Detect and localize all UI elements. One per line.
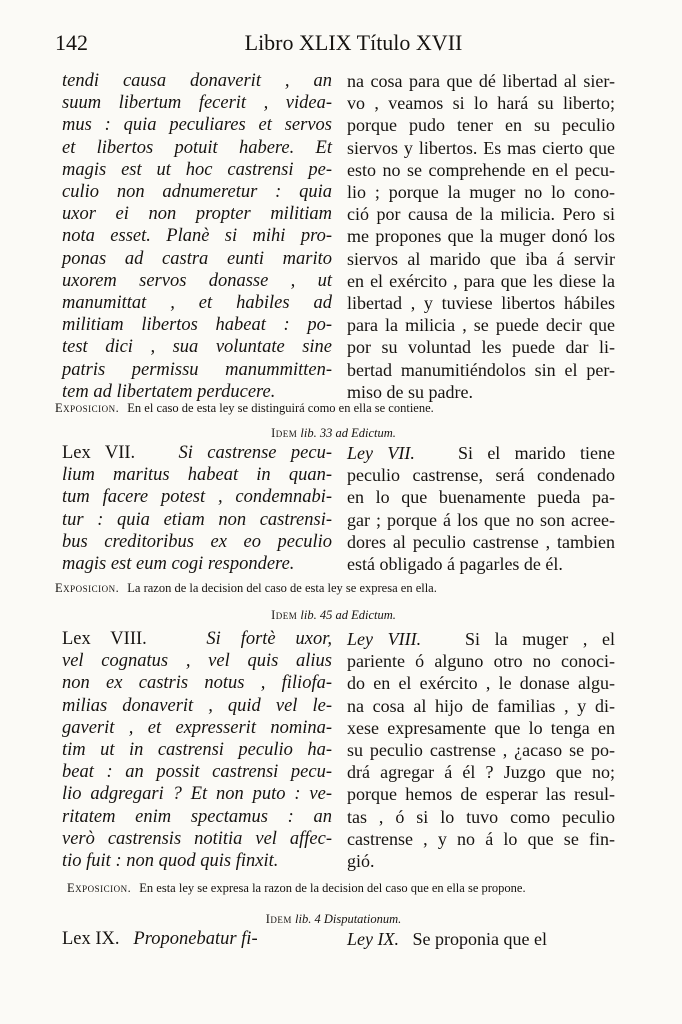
latin-line: ponas ad castra eunti marito — [62, 248, 332, 269]
spanish-line: lio ; porque la muger no lo cono- — [347, 182, 615, 203]
source-work: ad Edictum. — [335, 608, 396, 622]
exposicion-label: Exposicion. — [55, 581, 120, 595]
spanish-line: Si la muger , el — [465, 629, 616, 649]
spanish-line: gar ; porque á los que no son acree- — [347, 509, 615, 530]
latin-column-lex7 — [62, 442, 332, 575]
latin-line: tendi causa donaverit , an — [62, 71, 332, 91]
spanish-line: me propones que la muger donó los — [347, 226, 615, 247]
spanish-line: porque hemos de esperar las resul- — [347, 784, 615, 805]
latin-line: nota esset. Planè si mihi pro- — [62, 226, 332, 247]
spanish-line: castrense , y no á lo que se fin- — [347, 828, 615, 849]
source-citation — [55, 426, 612, 441]
spanish-line: está obligado á pagarles de él. — [347, 554, 563, 575]
spanish-line: para la milicia , se puede decir que — [347, 315, 615, 336]
spanish-line: miso de su padre. — [347, 381, 473, 402]
latin-line: bus creditoribus ex eo peculio — [62, 531, 332, 552]
latin-line: uxorem servos donasse , ut — [62, 270, 332, 291]
spanish-line: na cosa para que dé libertad al sier- — [347, 71, 615, 91]
spanish-line: Si el marido tiene — [457, 443, 615, 463]
ley-heading: Ley VII. — [347, 443, 415, 463]
spanish-line: siervos al marido que iba á servir — [347, 248, 615, 269]
source-ref: lib. 33 — [300, 426, 333, 440]
exposicion-2 — [55, 580, 612, 596]
spanish-column-lex9 — [347, 928, 615, 950]
spanish-line: dores al peculio castrense , tambien — [347, 531, 615, 552]
spanish-line: en lo que buenamente pueda pa- — [347, 487, 615, 508]
spanish-line: tas , ó si lo tuvo como peculio — [347, 806, 615, 827]
spanish-line: xese expresamente que lo tenga en — [347, 717, 615, 738]
latin-line: manumittat , et habiles ad — [62, 293, 332, 314]
spanish-line: gió. — [347, 851, 375, 872]
source-ref: lib. 4 — [295, 912, 321, 926]
lex-heading: Lex VII. — [62, 443, 136, 463]
spanish-line: libertad , y tuviese libertos hábiles — [347, 293, 615, 314]
exposicion-text: La razon de la decision del caso de esta ley se expresa en ella. — [127, 581, 437, 595]
latin-line: mus : quia peculiares et servos — [62, 115, 332, 136]
spanish-line: vo , veamos si lo hará su liberto; — [347, 93, 615, 114]
ley-heading: Ley IX. — [347, 929, 399, 949]
spanish-line: siervos y libertos. Es mas cierto que — [347, 137, 615, 158]
latin-line: tio fuit : non quod quis finxit. — [62, 851, 279, 872]
spanish-column-block1 — [347, 70, 615, 403]
spanish-line: esto no se comprehende en el pecu- — [347, 159, 615, 180]
latin-line: patris permissu manummitten- — [62, 359, 332, 380]
exposicion-text: En el caso de esta ley se distinguirá como en ella se contiene. — [127, 401, 434, 415]
running-title: Libro XLIX Título XVII — [244, 30, 463, 55]
spanish-line: bertad manumitiéndolos sin el per- — [347, 359, 615, 380]
spanish-line: ció por causa de la milicia. Pero si — [347, 204, 615, 225]
exposicion-label: Exposicion. — [67, 881, 132, 895]
spanish-line: Se proponia que el — [412, 929, 547, 949]
lex-heading: Lex IX. — [62, 929, 120, 949]
source-author: Idem — [271, 426, 298, 440]
source-citation — [55, 912, 612, 927]
latin-line: suum libertum fecerit , videa- — [62, 93, 332, 114]
source-author: Idem — [265, 912, 292, 926]
latin-line: Proponebatur fi- — [133, 929, 258, 949]
latin-line: gaverit , et expresserit nomina- — [62, 717, 332, 738]
spanish-line: en el exército , para que les diese la — [347, 270, 615, 291]
latin-line: magis est ut hoc castrensi pe- — [62, 159, 332, 180]
ley-heading: Ley VIII. — [347, 629, 422, 649]
latin-column-lex8 — [62, 628, 332, 872]
page-number: 142 — [55, 30, 88, 55]
latin-line: test dici , sua voluntate sine — [62, 337, 332, 358]
spanish-column-lex8 — [347, 628, 615, 872]
source-work: ad Edictum. — [335, 426, 396, 440]
latin-column-lex9 — [62, 928, 332, 950]
source-work: Disputationum. — [323, 912, 402, 926]
spanish-line: peculio castrense, será condenado — [347, 465, 615, 486]
latin-line: uxor ei non propter militiam — [62, 204, 332, 225]
latin-line: tim ut in castrensi peculio ha- — [62, 740, 332, 761]
exposicion-1 — [55, 400, 612, 416]
latin-line: Si fortè uxor, — [206, 629, 332, 649]
latin-line: lium maritus habeat in quan- — [62, 465, 332, 486]
spanish-line: na cosa al hijo de familias , y di- — [347, 695, 615, 716]
latin-line: tur : quia etiam non castrensi- — [62, 509, 332, 530]
spanish-line: porque pudo tener en su peculio — [347, 115, 615, 136]
source-ref: lib. 45 — [300, 608, 333, 622]
spanish-line: por su voluntad les puede dar li- — [347, 337, 615, 358]
latin-column-block1 — [62, 70, 332, 403]
exposicion-label: Exposicion. — [55, 401, 120, 415]
exposicion-3 — [55, 880, 612, 896]
latin-line: vel cognatus , vel quis alius — [62, 651, 332, 672]
exposicion-text: En esta ley se expresa la razon de la decision del caso que en ella se propone. — [139, 881, 526, 895]
source-citation — [55, 608, 612, 623]
source-author: Idem — [271, 608, 298, 622]
latin-line: verò castrensis notitia vel affec- — [62, 828, 332, 849]
latin-line: et libertos potuit habere. Et — [62, 137, 332, 158]
latin-line: beat : an possit castrensi pecu- — [62, 762, 332, 783]
latin-line: tum facere potest , condemnabi- — [62, 487, 332, 508]
latin-line: tem ad libertatem perducere. — [62, 381, 276, 402]
latin-line: ritatem enim spectamus : an — [62, 806, 332, 827]
lex-heading: Lex VIII. — [62, 629, 147, 649]
latin-line: magis est eum cogi respondere. — [62, 554, 295, 575]
latin-line: lio adgregari ? Et non puto : ve- — [62, 784, 332, 805]
latin-line: Si castrense pecu- — [178, 443, 332, 463]
spanish-line: pariente ó alguno otro no conoci- — [347, 651, 615, 672]
page-header — [55, 30, 612, 60]
spanish-line: drá agregar á él ? Juzgo que no; — [347, 762, 615, 783]
latin-line: non ex castris notus , filiofa- — [62, 673, 332, 694]
spanish-line: do en el exército , le donase algu- — [347, 673, 615, 694]
latin-line: culio non adnumeretur : quia — [62, 182, 332, 203]
spanish-line: su peculio castrense , ¿acaso se po- — [347, 740, 615, 761]
latin-line: militiam libertos habeat : po- — [62, 315, 332, 336]
spanish-column-lex7 — [347, 442, 615, 575]
latin-line: milias donaverit , quid vel le- — [62, 695, 332, 716]
